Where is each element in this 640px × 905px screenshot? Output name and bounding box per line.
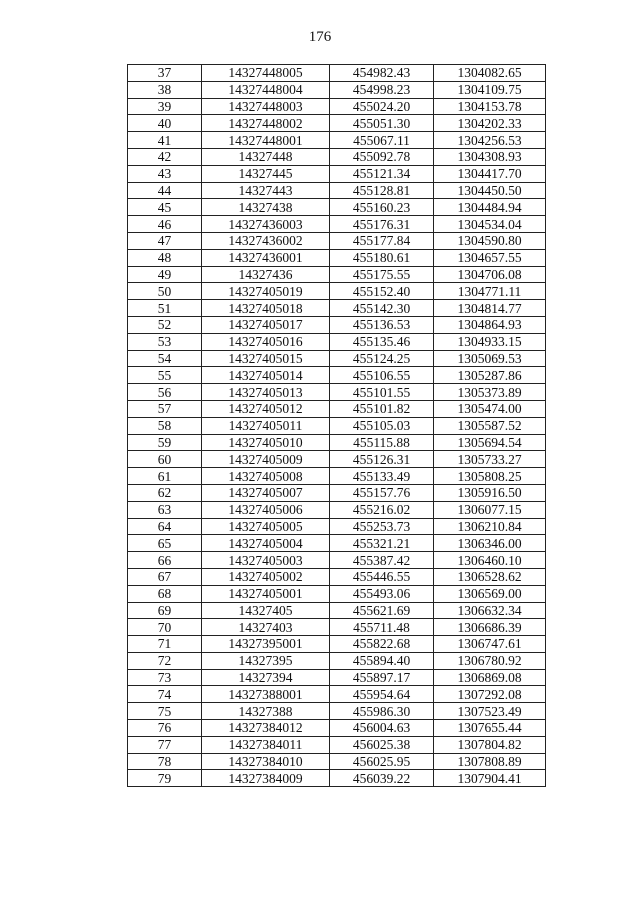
- table-row: [128, 81, 546, 98]
- table-row: [128, 636, 546, 653]
- row-index-cell: 42: [128, 148, 202, 165]
- x-coordinate-cell: 454982.43: [330, 65, 434, 82]
- table-row: [128, 316, 546, 333]
- x-coordinate-cell: 455321.21: [330, 535, 434, 552]
- table-row: [128, 652, 546, 669]
- x-coordinate-cell: 455180.61: [330, 249, 434, 266]
- row-index-cell: 75: [128, 703, 202, 720]
- point-id-cell: 14327405015: [202, 350, 330, 367]
- y-coordinate-cell: 1306077.15: [434, 501, 546, 518]
- row-index-cell: 61: [128, 468, 202, 485]
- point-id-cell: 14327436003: [202, 216, 330, 233]
- row-index-cell: 65: [128, 535, 202, 552]
- y-coordinate-cell: 1304706.08: [434, 266, 546, 283]
- x-coordinate-cell: 455954.64: [330, 686, 434, 703]
- point-id-cell: 14327445: [202, 165, 330, 182]
- point-id-cell: 14327384009: [202, 770, 330, 787]
- row-index-cell: 50: [128, 283, 202, 300]
- point-id-cell: 14327405010: [202, 434, 330, 451]
- x-coordinate-cell: 455121.34: [330, 165, 434, 182]
- y-coordinate-cell: 1305474.00: [434, 400, 546, 417]
- x-coordinate-cell: 455177.84: [330, 232, 434, 249]
- point-id-cell: 14327448003: [202, 98, 330, 115]
- x-coordinate-cell: 455115.88: [330, 434, 434, 451]
- table-row: [128, 686, 546, 703]
- table-body: [128, 65, 546, 787]
- table-row: [128, 199, 546, 216]
- table-row: [128, 434, 546, 451]
- x-coordinate-cell: 455493.06: [330, 585, 434, 602]
- table-row: [128, 182, 546, 199]
- x-coordinate-cell: 455711.48: [330, 619, 434, 636]
- x-coordinate-cell: 455051.30: [330, 115, 434, 132]
- point-id-cell: 14327405019: [202, 283, 330, 300]
- x-coordinate-cell: 455216.02: [330, 501, 434, 518]
- y-coordinate-cell: 1304417.70: [434, 165, 546, 182]
- x-coordinate-cell: 455387.42: [330, 552, 434, 569]
- x-coordinate-cell: 455157.76: [330, 484, 434, 501]
- point-id-cell: 14327448002: [202, 115, 330, 132]
- table-row: [128, 535, 546, 552]
- x-coordinate-cell: 455126.31: [330, 451, 434, 468]
- x-coordinate-cell: 455176.31: [330, 216, 434, 233]
- point-id-cell: 14327448001: [202, 132, 330, 149]
- row-index-cell: 72: [128, 652, 202, 669]
- point-id-cell: 14327405013: [202, 384, 330, 401]
- table-row: [128, 720, 546, 737]
- y-coordinate-cell: 1304109.75: [434, 81, 546, 98]
- row-index-cell: 69: [128, 602, 202, 619]
- row-index-cell: 64: [128, 518, 202, 535]
- x-coordinate-cell: 454998.23: [330, 81, 434, 98]
- row-index-cell: 55: [128, 367, 202, 384]
- y-coordinate-cell: 1307904.41: [434, 770, 546, 787]
- point-id-cell: 14327395001: [202, 636, 330, 653]
- table-row: [128, 518, 546, 535]
- x-coordinate-cell: 455067.11: [330, 132, 434, 149]
- table-row: [128, 568, 546, 585]
- x-coordinate-cell: 456025.38: [330, 736, 434, 753]
- y-coordinate-cell: 1306569.00: [434, 585, 546, 602]
- row-index-cell: 44: [128, 182, 202, 199]
- table-row: [128, 585, 546, 602]
- point-id-cell: 14327436: [202, 266, 330, 283]
- row-index-cell: 48: [128, 249, 202, 266]
- row-index-cell: 66: [128, 552, 202, 569]
- point-id-cell: 14327405011: [202, 417, 330, 434]
- y-coordinate-cell: 1305694.54: [434, 434, 546, 451]
- row-index-cell: 67: [128, 568, 202, 585]
- y-coordinate-cell: 1305287.86: [434, 367, 546, 384]
- y-coordinate-cell: 1306869.08: [434, 669, 546, 686]
- table-row: [128, 669, 546, 686]
- row-index-cell: 62: [128, 484, 202, 501]
- y-coordinate-cell: 1306346.00: [434, 535, 546, 552]
- row-index-cell: 37: [128, 65, 202, 82]
- point-id-cell: 14327405001: [202, 585, 330, 602]
- table-row: [128, 451, 546, 468]
- y-coordinate-cell: 1304657.55: [434, 249, 546, 266]
- y-coordinate-cell: 1304814.77: [434, 300, 546, 317]
- point-id-cell: 14327443: [202, 182, 330, 199]
- row-index-cell: 76: [128, 720, 202, 737]
- y-coordinate-cell: 1304256.53: [434, 132, 546, 149]
- point-id-cell: 14327405005: [202, 518, 330, 535]
- point-id-cell: 14327405017: [202, 316, 330, 333]
- row-index-cell: 38: [128, 81, 202, 98]
- x-coordinate-cell: 455135.46: [330, 333, 434, 350]
- y-coordinate-cell: 1304864.93: [434, 316, 546, 333]
- y-coordinate-cell: 1305916.50: [434, 484, 546, 501]
- y-coordinate-cell: 1306528.62: [434, 568, 546, 585]
- row-index-cell: 57: [128, 400, 202, 417]
- x-coordinate-cell: 455142.30: [330, 300, 434, 317]
- table-row: [128, 300, 546, 317]
- x-coordinate-cell: 455101.82: [330, 400, 434, 417]
- row-index-cell: 43: [128, 165, 202, 182]
- x-coordinate-cell: 455152.40: [330, 283, 434, 300]
- table-row: [128, 602, 546, 619]
- table-row: [128, 417, 546, 434]
- point-id-cell: 14327405002: [202, 568, 330, 585]
- y-coordinate-cell: 1304933.15: [434, 333, 546, 350]
- row-index-cell: 39: [128, 98, 202, 115]
- point-id-cell: 14327388001: [202, 686, 330, 703]
- point-id-cell: 14327405003: [202, 552, 330, 569]
- point-id-cell: 14327448004: [202, 81, 330, 98]
- row-index-cell: 53: [128, 333, 202, 350]
- point-id-cell: 14327405014: [202, 367, 330, 384]
- point-id-cell: 14327384010: [202, 753, 330, 770]
- point-id-cell: 14327436002: [202, 232, 330, 249]
- point-id-cell: 14327448: [202, 148, 330, 165]
- x-coordinate-cell: 455897.17: [330, 669, 434, 686]
- row-index-cell: 45: [128, 199, 202, 216]
- row-index-cell: 52: [128, 316, 202, 333]
- y-coordinate-cell: 1307523.49: [434, 703, 546, 720]
- point-id-cell: 14327405012: [202, 400, 330, 417]
- point-id-cell: 14327395: [202, 652, 330, 669]
- table-row: [128, 165, 546, 182]
- x-coordinate-cell: 455105.03: [330, 417, 434, 434]
- table-row: [128, 65, 546, 82]
- x-coordinate-cell: 455986.30: [330, 703, 434, 720]
- table-row: [128, 216, 546, 233]
- y-coordinate-cell: 1305808.25: [434, 468, 546, 485]
- y-coordinate-cell: 1306460.10: [434, 552, 546, 569]
- x-coordinate-cell: 455124.25: [330, 350, 434, 367]
- point-id-cell: 14327405006: [202, 501, 330, 518]
- x-coordinate-cell: 455894.40: [330, 652, 434, 669]
- y-coordinate-cell: 1307808.89: [434, 753, 546, 770]
- row-index-cell: 47: [128, 232, 202, 249]
- point-id-cell: 14327403: [202, 619, 330, 636]
- y-coordinate-cell: 1305733.27: [434, 451, 546, 468]
- row-index-cell: 74: [128, 686, 202, 703]
- y-coordinate-cell: 1307292.08: [434, 686, 546, 703]
- point-id-cell: 14327438: [202, 199, 330, 216]
- table-row: [128, 367, 546, 384]
- coordinates-table: [127, 64, 546, 787]
- table-row: [128, 283, 546, 300]
- row-index-cell: 58: [128, 417, 202, 434]
- table-row: [128, 350, 546, 367]
- table-row: [128, 115, 546, 132]
- table-row: [128, 98, 546, 115]
- point-id-cell: 14327384011: [202, 736, 330, 753]
- row-index-cell: 46: [128, 216, 202, 233]
- y-coordinate-cell: 1304202.33: [434, 115, 546, 132]
- point-id-cell: 14327384012: [202, 720, 330, 737]
- row-index-cell: 71: [128, 636, 202, 653]
- y-coordinate-cell: 1306780.92: [434, 652, 546, 669]
- table-row: [128, 619, 546, 636]
- row-index-cell: 77: [128, 736, 202, 753]
- point-id-cell: 14327405009: [202, 451, 330, 468]
- row-index-cell: 79: [128, 770, 202, 787]
- table-row: [128, 552, 546, 569]
- table-row: [128, 501, 546, 518]
- point-id-cell: 14327405016: [202, 333, 330, 350]
- x-coordinate-cell: 455175.55: [330, 266, 434, 283]
- table-row: [128, 132, 546, 149]
- x-coordinate-cell: 456039.22: [330, 770, 434, 787]
- y-coordinate-cell: 1304590.80: [434, 232, 546, 249]
- y-coordinate-cell: 1305587.52: [434, 417, 546, 434]
- point-id-cell: 14327405007: [202, 484, 330, 501]
- point-id-cell: 14327436001: [202, 249, 330, 266]
- y-coordinate-cell: 1306210.84: [434, 518, 546, 535]
- x-coordinate-cell: 455253.73: [330, 518, 434, 535]
- y-coordinate-cell: 1304534.04: [434, 216, 546, 233]
- table-row: [128, 148, 546, 165]
- row-index-cell: 70: [128, 619, 202, 636]
- point-id-cell: 14327405008: [202, 468, 330, 485]
- point-id-cell: 14327405: [202, 602, 330, 619]
- table-row: [128, 484, 546, 501]
- y-coordinate-cell: 1304484.94: [434, 199, 546, 216]
- row-index-cell: 59: [128, 434, 202, 451]
- point-id-cell: 14327388: [202, 703, 330, 720]
- y-coordinate-cell: 1304153.78: [434, 98, 546, 115]
- x-coordinate-cell: 456025.95: [330, 753, 434, 770]
- y-coordinate-cell: 1305373.89: [434, 384, 546, 401]
- x-coordinate-cell: 455621.69: [330, 602, 434, 619]
- row-index-cell: 40: [128, 115, 202, 132]
- table-row: [128, 770, 546, 787]
- table-row: [128, 249, 546, 266]
- row-index-cell: 54: [128, 350, 202, 367]
- table-row: [128, 703, 546, 720]
- row-index-cell: 68: [128, 585, 202, 602]
- y-coordinate-cell: 1306686.39: [434, 619, 546, 636]
- row-index-cell: 56: [128, 384, 202, 401]
- point-id-cell: 14327405018: [202, 300, 330, 317]
- x-coordinate-cell: 455106.55: [330, 367, 434, 384]
- y-coordinate-cell: 1305069.53: [434, 350, 546, 367]
- x-coordinate-cell: 455133.49: [330, 468, 434, 485]
- row-index-cell: 78: [128, 753, 202, 770]
- table-row: [128, 753, 546, 770]
- row-index-cell: 51: [128, 300, 202, 317]
- y-coordinate-cell: 1304308.93: [434, 148, 546, 165]
- y-coordinate-cell: 1304771.11: [434, 283, 546, 300]
- table-row: [128, 400, 546, 417]
- row-index-cell: 49: [128, 266, 202, 283]
- point-id-cell: 14327394: [202, 669, 330, 686]
- x-coordinate-cell: 455160.23: [330, 199, 434, 216]
- x-coordinate-cell: 456004.63: [330, 720, 434, 737]
- y-coordinate-cell: 1304082.65: [434, 65, 546, 82]
- x-coordinate-cell: 455136.53: [330, 316, 434, 333]
- row-index-cell: 41: [128, 132, 202, 149]
- point-id-cell: 14327448005: [202, 65, 330, 82]
- row-index-cell: 73: [128, 669, 202, 686]
- x-coordinate-cell: 455128.81: [330, 182, 434, 199]
- y-coordinate-cell: 1304450.50: [434, 182, 546, 199]
- y-coordinate-cell: 1306632.34: [434, 602, 546, 619]
- page-number: 176: [308, 29, 332, 45]
- x-coordinate-cell: 455822.68: [330, 636, 434, 653]
- x-coordinate-cell: 455101.55: [330, 384, 434, 401]
- table-row: [128, 232, 546, 249]
- table-row: [128, 736, 546, 753]
- row-index-cell: 60: [128, 451, 202, 468]
- table-row: [128, 333, 546, 350]
- x-coordinate-cell: 455092.78: [330, 148, 434, 165]
- y-coordinate-cell: 1307655.44: [434, 720, 546, 737]
- y-coordinate-cell: 1307804.82: [434, 736, 546, 753]
- row-index-cell: 63: [128, 501, 202, 518]
- x-coordinate-cell: 455024.20: [330, 98, 434, 115]
- table-row: [128, 468, 546, 485]
- table-row: [128, 266, 546, 283]
- table-row: [128, 384, 546, 401]
- point-id-cell: 14327405004: [202, 535, 330, 552]
- x-coordinate-cell: 455446.55: [330, 568, 434, 585]
- y-coordinate-cell: 1306747.61: [434, 636, 546, 653]
